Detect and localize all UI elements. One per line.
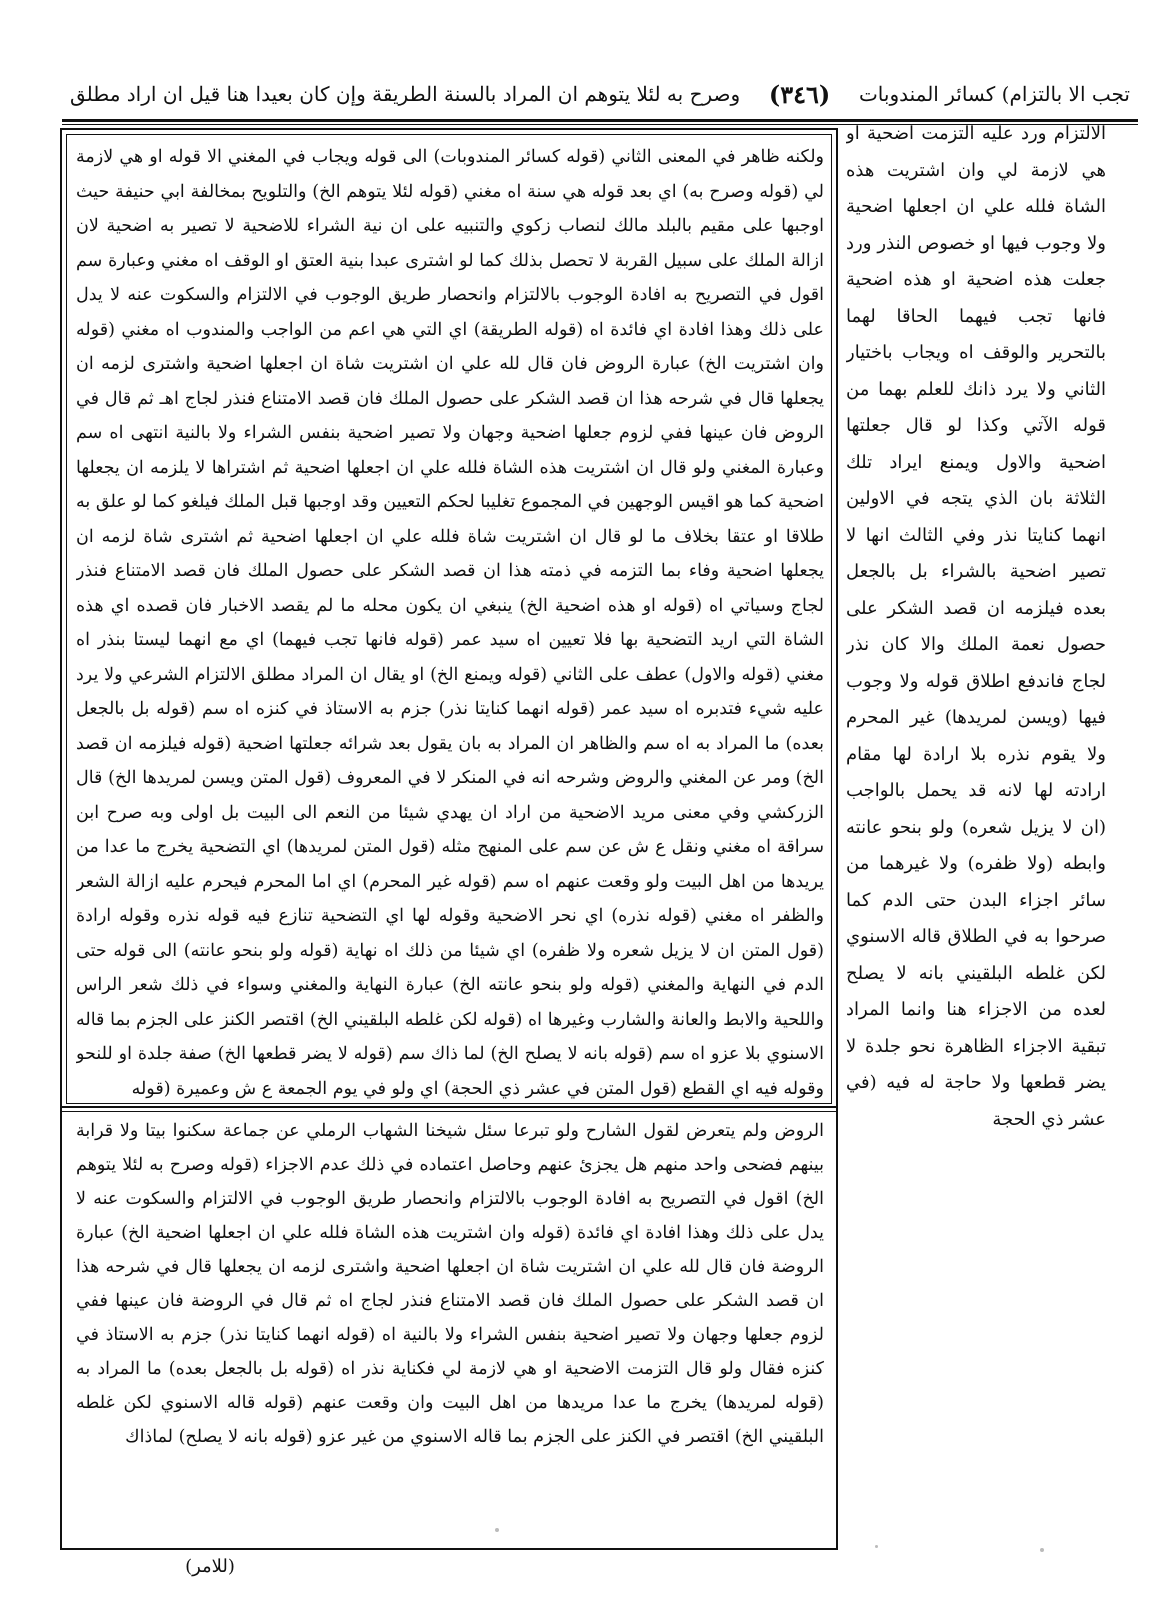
- commentary-divider: [60, 1106, 838, 1108]
- catchword: (للامر): [185, 1556, 235, 1577]
- ink-speck: [495, 1528, 499, 1532]
- lower-commentary-text: الروض ولم يتعرض لقول الشارح ولو تبرعا سئل شيخنا الشهاب الرملي عن جماعة سكنوا بيتا ولا قرابة بينهم فضحى واحد منهم هل يجزئ عنهم وحاصل اعتماده في ذلك عدم الاجزاء (قوله وصرح به لئلا يتوهم الخ) اقول في التصريح به افادة الوجوب بالالتزام وانحصار طريق الوجوب في الالتزام والسكوت عنه لا يدل على ذلك وهذا افادة اي فائدة (قوله وان اشتريت هذه الشاة فلله علي ان اجعلها اضحية الخ) عبارة الروضة فان قال لله علي ان اشتريت شاة ان اجعلها اضحية واشترى لزمه ان يجعلها قال في شرحه هذا ان قصد الشكر على حصول الملك فان قصد الامتناع فنذر لجاج اه ثم قال في الروضة فان عينها ففي لزوم جعلها وجهان ولا تصير اضحية بنفس الشراء ولا بالنية اه (قوله انهما كنايتا نذر) جزم به الاستاذ في كنزه فقال ولو قال التزمت الاضحية او هي لازمة لي فكناية نذر اه (قوله بل بالجعل بعده) ما المراد به (قوله لمريدها) يخرج ما عدا مريدها من اهل البيت وان وقعت عنهم (قوله قاله الاسنوي لكن غلطه البلقيني الخ) اقتصر في الكنز على الجزم بما قاله الاسنوي من غير عزو (قوله بانه لا يصلح) لماذاك: [76, 1121, 824, 1447]
- margin-main-text: الالتزام ورد عليه التزمت اضحية او هي لازمة لي وان اشتريت هذه الشاة فلله علي ان اجعلها اضحية ولا وجوب فيها او خصوص النذر ورد جعلت هذه اضحية او هذه اضحية فانها تجب فيهما الحاقا لهما بالتحرير والوقف اه ويجاب باختيار الثاني ولا يرد ذانك للعلم بهما من قوله الآتي وكذا لو قال جعلتها اضحية والاول ويمنع ايراد تلك الثلاثة بان الذي يتجه في الاولين انهما كنايتا نذر وفي الثالث انها لا تصير اضحية بالشراء بل بالجعل بعده فيلزمه ان قصد الشكر على حصول نعمة الملك والا كان نذر لجاج فاندفع اطلاق قوله ولا وجوب فيها (ويسن لمريدها) غير المحرم ولا يقوم نذره بلا ارادة لها مقام ارادته لها لانه قد يحمل بالواجب (ان لا يزيل شعره) ولو بنحو عانته وابطه (ولا ظفره) ولا غيرهما من سائر اجزاء البدن حتى الدم كما صرحوا به في الطلاق قاله الاسنوي لكن غلطه البلقيني بانه لا يصلح لعده من الاجزاء هنا وانما المراد تبقية الاجزاء الظاهرة نحو جلدة لا يضر قطعها ولا حاجة له فيه (في عشر ذي الحجة: [846, 123, 1106, 1130]
- page-header: [70, 72, 1130, 116]
- ink-speck: [875, 1545, 878, 1548]
- commentary-divider-thin: [60, 1111, 838, 1112]
- header-running-title-right: تجب الا بالتزام) كسائر المندوبات: [858, 82, 1130, 106]
- ink-speck: [1040, 1548, 1044, 1552]
- page-number: (٣٤٦): [768, 79, 831, 109]
- upper-commentary-text: ولكنه ظاهر في المعنى الثاني (قوله كسائر المندوبات) الى قوله ويجاب في المغني الا قوله او هي لازمة لي (قوله وصرح به) اي بعد قوله هي سنة اه مغني (قوله لئلا يتوهم الخ) والتلويح بمخالفة ابي حنيفة حيث اوجبها على مقيم بالبلد مالك لنصاب زكوي والتنبيه على ان نية الشراء للاضحية لا تصير به اضحية لان ازالة الملك على سبيل القربة لا تحصل بذلك كما لو اشترى عبدا بنية العتق او الوقف اه مغني وعبارة سم اقول في التصريح به افادة الوجوب بالالتزام وانحصار طريق الوجوب في الالتزام والسكوت عنه لا يدل على ذلك وهذا افادة اي فائدة اه (قوله الطريقة) اي التي هي اعم من الواجب والمندوب اه مغني (قوله وان اشتريت الخ) عبارة الروض فان قال لله علي ان اشتريت شاة ان اجعلها اضحية واشترى لزمه ان يجعلها قال في شرحه هذا ان قصد الشكر على حصول الملك فان قصد الامتناع فنذر لجاج اهـ ثم قال في الروض فان عينها ففي لزوم جعلها اضحية وجهان ولا تصير اضحية بنفس الشراء ولا بالنية انتهى اه سم وعبارة المغني ولو قال ان اشتريت هذه الشاة فلله علي ان اجعلها اضحية ثم اشتراها لا يلزمه ان يجعلها اضحية كما هو اقيس الوجهين في المجموع تغليبا لحكم التعيين وقد اوجبها قبل الملك فيلغو كما لو علق به طلاقا او عتقا بخلاف ما لو قال ان اشتريت شاة فلله علي ان اجعلها اضحية ثم اشترى شاة لزمه ان يجعلها اضحية وفاء بما التزمه في ذمته هذا ان قصد الشكر على حصول الملك فان قصد الامتناع فنذر لجاج وسياتي اه (قوله او هذه اضحية الخ) ينبغي ان يكون محله ما لم يقصد الاخبار فان قصده اي هذه الشاة التي اريد التضحية بها فلا تعيين اه سيد عمر (قوله فانها تجب فيهما) اي مع انهما ليستا بنذر اه مغني (قوله والاول) عطف على الثاني (قوله ويمنع الخ) او يقال ان المراد مطلق الالتزام الشرعي ولا يرد عليه شيء فتدبره اه سيد عمر (قوله انهما كنايتا نذر) جزم به الاستاذ في كنزه اه سم (قوله بل بالجعل بعده) ما المراد به اه سم والظاهر ان المراد به بان يقول بعد شرائه جعلتها اضحية (قوله فيلزمه ان قصد الخ) ومر عن المغني والروض وشرحه انه في المنكر لا في المعروف (قول المتن ويسن لمريدها الخ) قال الزركشي وفي معنى مريد الاضحية من اراد ان يهدي شيئا من النعم الى البيت بل اولى وبه صرح ابن سراقة اه مغني ونقل ع ش عن سم على المنهج مثله (قول المتن لمريدها) اي التضحية يخرج ما عدا من يريدها من اهل البيت ولو وقعت عنهم اه سم (قوله غير المحرم) اي اما المحرم فيحرم عليه ازالة الشعر والظفر اه مغني (قوله نذره) اي نحر الاضحية وقوله لها اي التضحية تنازع فيه قوله نذره وقوله ارادة (قول المتن ان لا يزيل شعره ولا ظفره) اي شيئا من ذلك اه نهاية (قوله ولو بنحو عانته) الى قوله حتى الدم في النهاية والمغني (قوله ولو بنحو عانته الخ) عبارة النهاية والمغني وسواء في ذلك شعر الراس واللحية والابط والعانة والشارب وغيرها اه (قوله لكن غلطه البلقيني الخ) اقتصر الكنز على الجزم بما قاله الاسنوي بلا عزو اه سم (قوله بانه لا يصلح الخ) لما ذاك سم (قوله لا يضر قطعها الخ) صفة جلدة او للنحو وقوله فيه اي القطع (قول المتن في عشر ذي الحجة) اي ولو في يوم الجمعة ع ش وعميرة (قوله: [76, 147, 824, 1099]
- header-running-title-left: وصرح به لئلا يتوهم ان المراد بالسنة الطريقة وإن كان بعيدا هنا قيل ان اراد مطلق: [70, 82, 741, 106]
